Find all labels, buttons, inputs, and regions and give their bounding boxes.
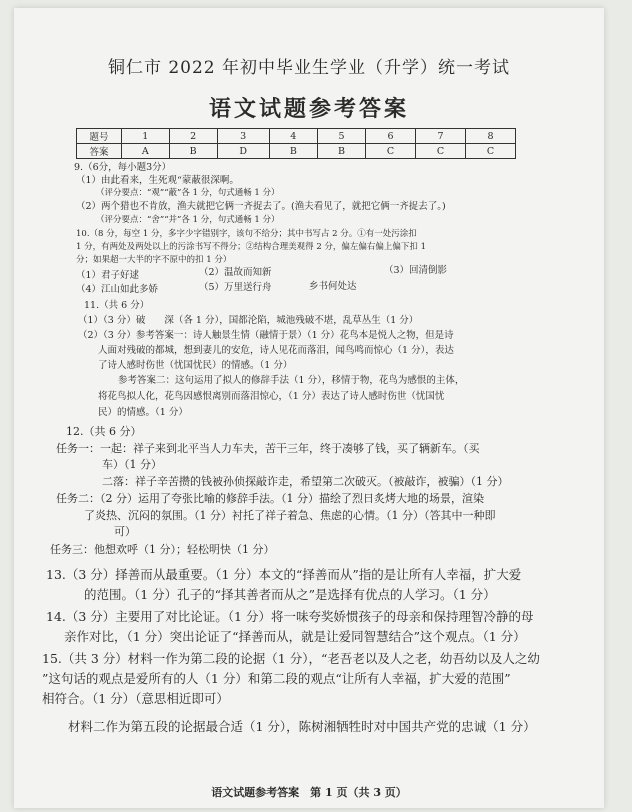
table-cell: A [122,144,170,159]
text-line: 1 分，有两处及两处以上的污涂书写不得分；②结构合理美观得 2 分，偏左偏右偏上偏下扣 1 [76,242,427,252]
text-line: 车）（1 分） [102,458,162,471]
text-line: 人面对残破的都城，想到妻儿的安危，诗人见花而落泪，闻鸟鸣而惊心（1 分），表达 [98,345,454,356]
text-line: 将花鸟拟人化，花鸟因感恨离别而落泪惊心，（1 分）表达了诗人感时伤世（忧国忧 [98,391,445,402]
text-line: 14.（3 分）主要用了对比论证。（1 分）将一味夸奖娇惯孩子的母亲和保持理智冷静的母 [46,609,534,624]
table-cell: 3 [217,129,269,144]
multiple-choice-answer-table [76,128,516,159]
text-line: 分；如果超一大半的字不原中的扣 1 分） [76,255,232,265]
text-line: 材料二作为第五段的论据最合适（1 分），陈树湘牺牲时对中国共产党的忠诚（1 分） [68,719,536,734]
page-footer: 语文试题参考答案 第 1 页（共 3 页） [211,786,407,799]
row-label: 题号 [77,129,122,144]
text-line: 13.（3 分）择善而从最重要。（1 分）本文的“择善而从”指的是让所有人幸福，扩大爱 [46,567,522,582]
table-cell: 7 [416,129,466,144]
table-cell: B [317,144,365,159]
document-title: 语文试题参考答案 [208,96,409,122]
text-line: 任务一：一起：祥子来到北平当人力车夫，苦干三年，终于凑够了钱，买了辆新车。（买 [56,442,480,455]
text-line: （2）温故而知新 [199,267,272,278]
text-line: 相符合。（1 分）（意思相近即可） [42,691,229,706]
text-line: （5）万里送行舟 [199,282,272,293]
table-cell: B [169,144,217,159]
text-line: ”这句话的观点是爱所有的人（1 分）和第二段的观点“让所有人幸福，扩大爱的范围” [42,671,511,686]
text-line: （评分要点：“舍”“并”各 1 分，句式通畅 1 分） [96,215,280,225]
text-line: 二落：祥子辛苦攒的钱被孙侦探敲诈走，希望第二次破灭。（被敲诈，被骗）（1 分） [102,475,509,488]
table-cell: C [416,144,466,159]
table-cell: C [466,144,516,159]
table-cell: 4 [269,129,317,144]
table-cell: 8 [466,129,516,144]
text-line: 15.（共 3 分）材料一作为第二段的论据（1 分），“老吾老以及人之老，幼吾幼以及人之幼 [42,651,540,666]
answer-sheet-page [14,8,604,808]
table-cell: C [366,144,416,159]
text-line: （1）君子好逑 [76,270,140,281]
text-line: （2）（3 分）参考答案一：诗人触景生情（融情于景）（1 分）花鸟本是悦人之物，但是诗 [78,330,454,341]
text-line: 11.（共 6 分） [84,300,150,311]
text-line: 乡书何处达 [309,281,357,292]
text-line: 10.（8 分，每空 1 分，多字少字错别字，该句不给分；其中书写占 2 分。①有一处污涂扣 [76,229,417,239]
text-line: （评分要点：“观”“蔽”各 1 分，句式通畅 1 分） [96,188,280,198]
text-line: 了诗人感时伤世（忧国忧民）的情感。（1 分） [98,360,293,371]
text-line: 任务三：他想欢呼（1 分）；轻松明快（1 分） [50,543,275,556]
text-line: （2）两个猎也不肯放，渔夫就把它俩一齐捉去了。(渔夫看见了，就把它俩一齐捉去了。) [76,201,446,212]
row-label: 答案 [77,144,122,159]
text-line: （4）江山如此多娇 [76,284,159,295]
table-row-answers [77,144,516,159]
table-cell: 5 [317,129,365,144]
table-cell: 2 [169,129,217,144]
text-line: 参考答案二：这句运用了拟人的修辞手法（1 分），移情于物，花鸟为感恨的主体， [118,375,465,386]
text-line: 亲作对比，（1 分）突出论证了“择善而从，就是让爱同智慧结合”这个观点。（1 分） [64,629,526,644]
table-cell: B [269,144,317,159]
text-line: 任务二：（2 分）运用了夸张比喻的修辞手法。（1 分）描绘了烈日炙烤大地的场景，渲染 [56,492,484,505]
text-line: 9.（6分，每小题3分） [74,162,172,173]
text-line: 12.（共 6 分） [66,425,142,438]
table-cell: 6 [366,129,416,144]
text-line: （1）由此看来，生死观“蒙蔽很深啊。 [76,175,239,186]
text-line: 了炎热、沉闷的氛围。（1 分）衬托了祥子着急、焦虑的心情。（1 分）（答其中一种即 [84,509,496,522]
exam-title: 铜仁市 2022 年初中毕业生学业（升学）统一考试 [107,58,511,78]
text-line: 可） [114,525,136,538]
table-cell: 1 [122,129,170,144]
text-line: 的范围。（1 分）孔子的“择其善者而从之”是选择有优点的人学习。（1 分） [84,587,496,602]
table-row-question-numbers [77,129,516,144]
text-line: （3）回清倒影 [384,265,448,276]
table-cell: D [217,144,269,159]
text-line: 民）的情感。（1 分） [98,407,188,418]
text-line: （1）（3 分）破 深（各 1 分），国都沦陷，城池残破不堪，乱草丛生（1 分） [78,315,419,326]
